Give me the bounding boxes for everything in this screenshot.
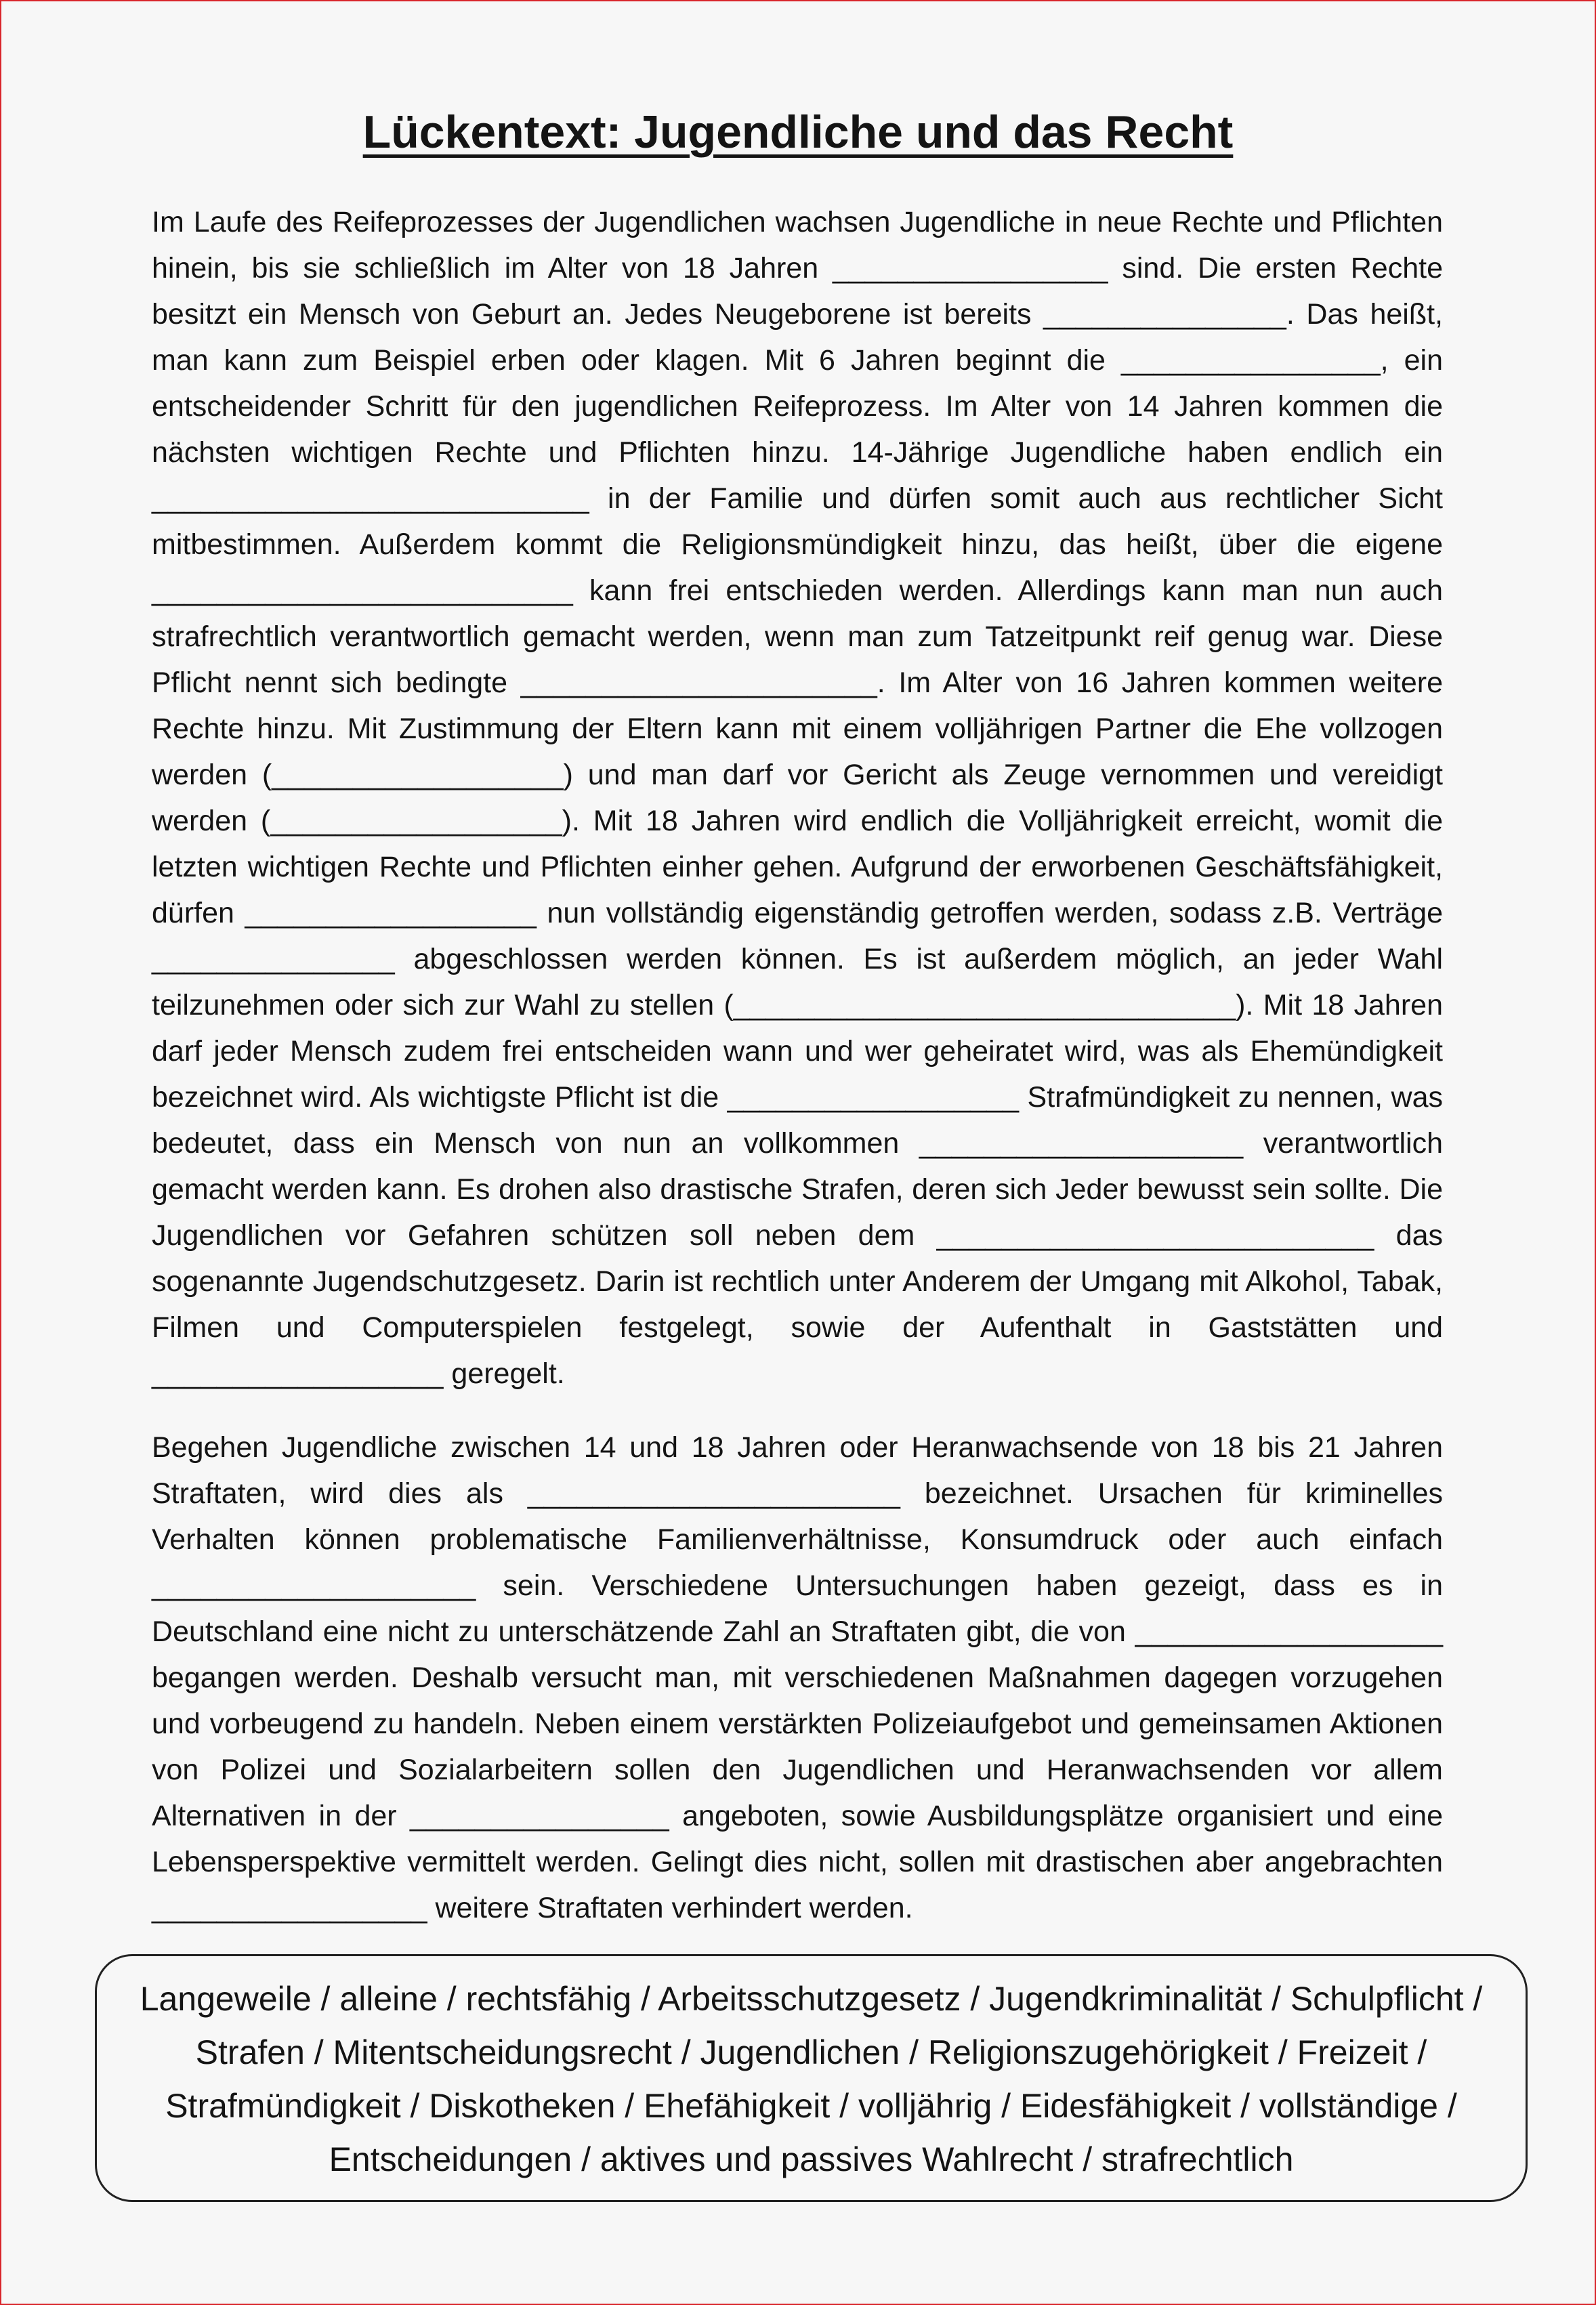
cloze-paragraph-2: Begehen Jugendliche zwischen 14 und 18 Jahren oder Heranwachsende von 18 bis 21 Jahren Straftaten, wird dies als _______________________ bezeichnet. Ursachen für kriminelles Verhalten können problematische Familienverhältnisse, Konsumdruck oder auch einfach ____________________ sein. Verschiedene Untersuchungen haben gezeigt, dass es in Deutschland eine nicht zu unterschätzende Zahl an Straftaten gibt, die von ___________________ begangen werden. Deshalb versucht man, mit verschiedenen Maßnahmen dagegen vorzugehen und vorbeugend zu handeln. Neben einem verstärkten Polizeiaufgebot und gemeinsamen Aktionen von Polizei und Sozialarbeitern sollen den Jugendlichen und Heranwachsenden vor allem Alternativen in der ________________ angeboten, sowie Ausbildungsplätze organisiert und eine Lebensperspektive vermittelt werden. Gelingt dies nicht, sollen mit drastischen aber angebrachten _________________ weitere Straftaten verhindert werden. bbox=[152, 1431, 1443, 1924]
word-bank-text: Langeweile / alleine / rechtsfähig / Arbeitsschutzgesetz / Jugendkriminalität / Schulpflicht / Strafen / Mitentscheidungsrecht / Jugendlichen / Religionszugehörigkeit / Freizeit / Strafmündigkeit / Diskotheken / Ehefähigkeit / volljährig / Eidesfähigkeit / vollständige / Entscheidungen / aktives und passives Wahlrecht / strafrechtlich bbox=[140, 1980, 1483, 2178]
worksheet-title-wrapper bbox=[0, 102, 1596, 163]
worksheet-title: Lückentext: Jugendliche und das Recht bbox=[362, 106, 1234, 158]
word-bank bbox=[95, 1954, 1528, 2202]
cloze-paragraph-1: Im Laufe des Reifeprozesses der Jugendlichen wachsen Jugendliche in neue Rechte und Pflichten hinein, bis sie schließlich im Alter von 18 Jahren _________________ sind. Die ersten Rechte besitzt ein Mensch von Geburt an. Jedes Neugeborene ist bereits _______________. Das heißt, man kann zum Beispiel erben oder klagen. Mit 6 Jahren beginnt die ________________, ein entscheidender Schritt für den jugendlichen Reifeprozess. Im Alter von 14 Jahren kommen die nächsten wichtigen Rechte und Pflichten hinzu. 14-Jährige Jugendliche haben endlich ein ___________________________ in der Familie und dürfen somit auch aus rechtlicher Sicht mitbestimmen. Außerdem kommt die Religionsmündigkeit hinzu, das heißt, über die eigene __________________________ kann frei entschieden werden. Allerdings kann man nun auch strafrechtlich verantwortlich gemacht werden, wenn man zum Tatzeitpunkt reif genug war. Diese Pflicht nennt sich bedingte ______________________. Im Alter von 16 Jahren kommen weitere Rechte hinzu. Mit Zustimmung der Eltern kann mit einem volljährigen Partner die Ehe vollzogen werden (__________________) und man darf vor Gericht als Zeuge vernommen und vereidigt werden (__________________). Mit 18 Jahren wird endlich die Volljährigkeit erreicht, womit die letzten wichtigen Rechte und Pflichten einher gehen. Aufgrund der erworbenen Geschäftsfähigkeit, dürfen __________________ nun vollständig eigenständig getroffen werden, sodass z.B. Verträge _______________ abgeschlossen werden können. Es ist außerdem möglich, an jeder Wahl teilzunehmen oder sich zur Wahl zu stellen (_______________________________). Mit 18 Jahren darf jeder Mensch zudem frei entscheiden wann und wer geheiratet wird, was als Ehemündigkeit bezeichnet wird. Als wichtigste Pflicht ist die __________________ Strafmündigkeit zu nennen, was bedeutet, dass ein Mensch von nun an vollkommen ____________________ verantwortlich gemacht werden kann. Es drohen also drastische Strafen, deren sich Jeder bewusst sein sollte. Die Jugendlichen vor Gefahren schützen soll neben dem ___________________________ das sogenannte Jugendschutzgesetz. Darin ist rechtlich unter Anderem der Umgang mit Alkohol, Tabak, Filmen und Computerspielen festgelegt, sowie der Aufenthalt in Gaststätten und __________________ geregelt. bbox=[152, 206, 1443, 1390]
